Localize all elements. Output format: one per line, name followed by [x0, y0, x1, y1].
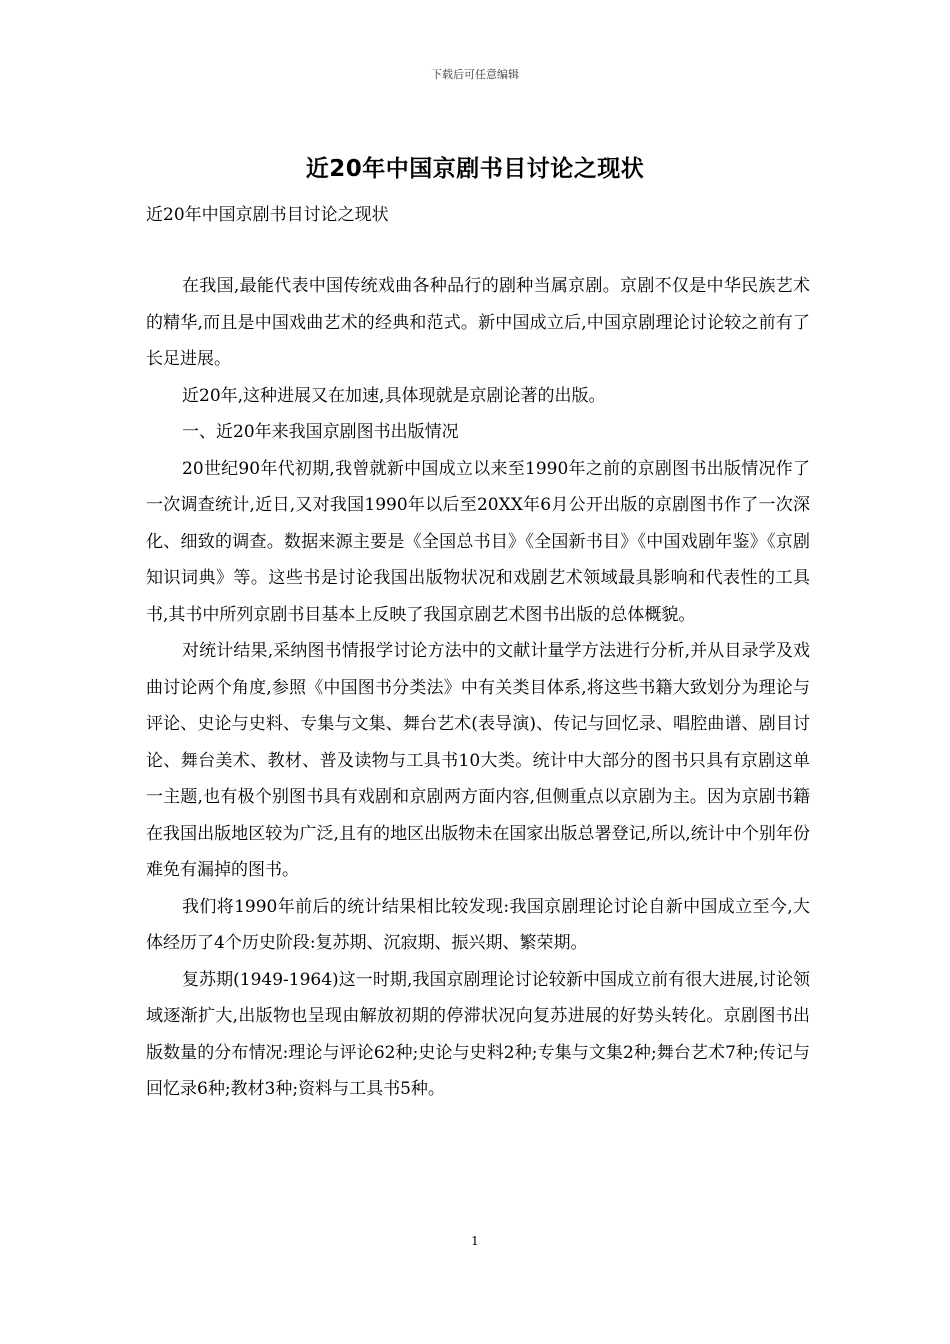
- document-body: [146, 268, 810, 1108]
- page-number: 1: [471, 1234, 479, 1248]
- header-note: 下载后可任意编辑: [431, 68, 519, 81]
- paragraph: 我们将1990年前后的统计结果相比较发现:我国京剧理论讨论自新中国成立至今,大体经历了4个历史阶段:复苏期、沉寂期、振兴期、繁荣期。: [146, 896, 810, 953]
- document-subtitle: 近20年中国京剧书目讨论之现状: [146, 205, 389, 225]
- paragraph: 20世纪90年代初期,我曾就新中国成立以来至1990年之前的京剧图书出版情况作了一次调查统计,近日,又对我国1990年以后至20XX年6月公开出版的京剧图书作了一次深化、细致的调查。数据来源主要是《全国总书目》《全国新书目》《中国戏剧年鉴》《京剧知识词典》等。这些书是讨论我国出版物状况和戏剧艺术领域最具影响和代表性的工具书,其书中所列京剧书目基本上反映了我国京剧艺术图书出版的总体概貌。: [146, 458, 810, 625]
- paragraph: 复苏期(1949-1964)这一时期,我国京剧理论讨论较新中国成立前有很大进展,讨论领域逐渐扩大,出版物也呈现由解放初期的停滞状况向复苏进展的好势头转化。京剧图书出版数量的分布情况:理论与评论62种;史论与史料2种;专集与文集2种;舞台艺术7种;传记与回忆录6种;教材3种;资料与工具书5种。: [146, 969, 810, 1099]
- paragraph: 在我国,最能代表中国传统戏曲各种品行的剧种当属京剧。京剧不仅是中华民族艺术的精华,而且是中国戏曲艺术的经典和范式。新中国成立后,中国京剧理论讨论较之前有了长足进展。: [146, 276, 810, 369]
- section-heading: 一、近20年来我国京剧图书出版情况: [182, 422, 459, 442]
- paragraph: 近20年,这种进展又在加速,具体现就是京剧论著的出版。: [182, 385, 606, 406]
- document-title: 近20年中国京剧书目讨论之现状: [305, 156, 645, 182]
- paragraph: 对统计结果,采纳图书情报学讨论方法中的文献计量学方法进行分析,并从目录学及戏曲讨论两个角度,参照《中国图书分类法》中有关类目体系,将这些书籍大致划分为理论与评论、史论与史料、专集与文集、舞台艺术(表导演)、传记与回忆录、唱腔曲谱、剧目讨论、舞台美术、教材、普及读物与工具书10大类。统计中大部分的图书只具有京剧这单一主题,也有极个别图书具有戏剧和京剧两方面内容,但侧重点以京剧为主。因为京剧书籍在我国出版地区较为广泛,且有的地区出版物未在国家出版总署登记,所以,统计中个别年份难免有漏掉的图书。: [146, 641, 810, 880]
